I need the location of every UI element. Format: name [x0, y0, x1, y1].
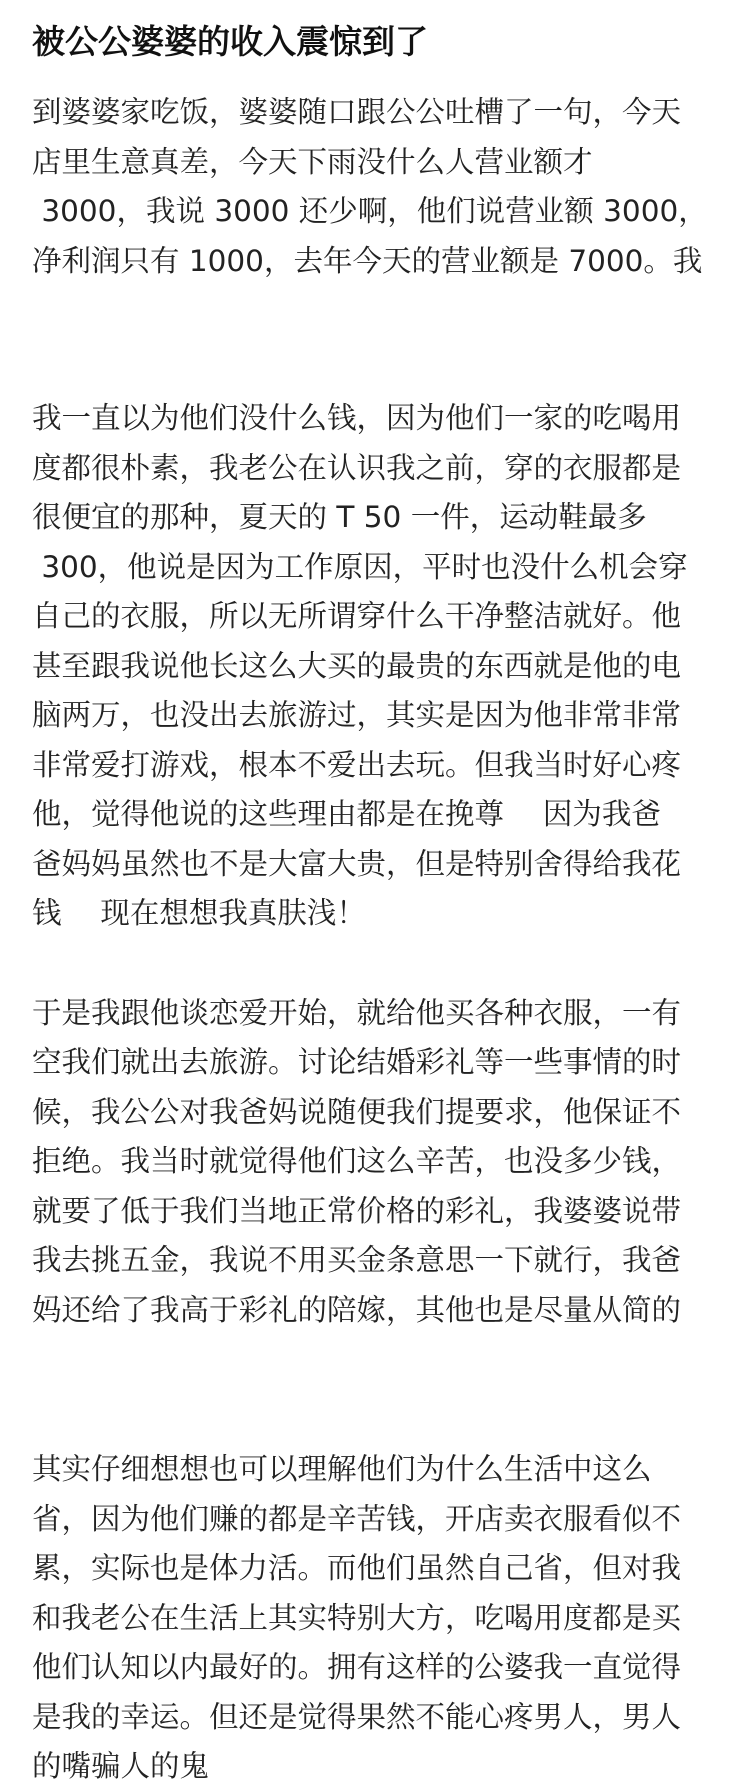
text-line: 他们认知以内最好的。拥有这样的公婆我一直觉得: [32, 1650, 682, 1684]
paragraph-1: [32, 88, 722, 286]
text-line: 钱 现在想想我真肤浅！: [32, 896, 366, 930]
text-line: 很便宜的那种，夏天的 T 50 一件，运动鞋最多: [32, 500, 647, 534]
text-line: 省，因为他们赚的都是辛苦钱，开店卖衣服看似不: [32, 1501, 682, 1536]
text-line: 我一直以为他们没什么钱，因为他们一家的吃喝用: [32, 401, 682, 435]
text-line: 和我老公在生活上其实特别大方，吃喝用度都是买: [32, 1600, 682, 1635]
text-line: 就要了低于我们当地正常价格的彩礼，我婆婆说带: [32, 1193, 682, 1228]
post-title: 被公公婆婆的收入震惊到了: [32, 22, 428, 61]
text-line: 我去挑五金，我说不用买金条意思一下就行，我爸: [32, 1243, 682, 1277]
text-line: 3000，我说 3000 还少啊，他们说营业额 3000，: [32, 194, 708, 228]
paragraph-4: [32, 1445, 722, 1792]
post-content: [32, 18, 722, 1792]
text-line: 的嘴骗人的鬼: [32, 1749, 210, 1783]
text-line: 店里生意真差，今天下雨没什么人营业额才: [32, 144, 593, 179]
text-line: 爸妈妈虽然也不是大富大贵，但是特别舍得给我花: [32, 846, 682, 881]
text-line: 他，觉得他说的这些理由都是在挽尊 因为我爸: [32, 797, 661, 831]
text-line: 到婆婆家吃饭，婆婆随口跟公公吐槽了一句，今天: [32, 95, 682, 129]
text-line: 自己的衣服，所以无所谓穿什么干净整洁就好。他: [32, 599, 682, 633]
text-line: 甚至跟我说他长这么大买的最贵的东西就是他的电: [32, 648, 682, 683]
text-line: 非常爱打游戏，根本不爱出去玩。但我当时好心疼: [32, 747, 682, 782]
text-line: 于是我跟他谈恋爱开始，就给他买各种衣服，一有: [32, 995, 682, 1030]
text-line: 脑两万，也没出去旅游过，其实是因为他非常非常: [32, 698, 682, 732]
text-line: 其实仔细想想也可以理解他们为什么生活中这么: [32, 1452, 652, 1486]
text-line: 拒绝。我当时就觉得他们这么辛苦，也没多少钱，: [32, 1144, 682, 1178]
text-line: 累，实际也是体力活。而他们虽然自己省，但对我: [32, 1551, 682, 1585]
text-line: 妈还给了我高于彩礼的陪嫁，其他也是尽量从简的: [32, 1292, 682, 1327]
text-line: 300，他说是因为工作原因，平时也没什么机会穿: [32, 549, 688, 584]
text-line: 净利润只有 1000，去年今天的营业额是 7000。我: [32, 243, 703, 278]
text-line: 是我的幸运。但还是觉得果然不能心疼男人，男人: [32, 1699, 682, 1734]
text-line: 候，我公公对我爸妈说随便我们提要求，他保证不: [32, 1094, 682, 1129]
paragraph-2: [32, 394, 722, 939]
text-line: 空我们就出去旅游。讨论结婚彩礼等一些事情的时: [32, 1045, 682, 1079]
paragraph-3: [32, 989, 722, 1336]
text-line: 度都很朴素，我老公在认识我之前，穿的衣服都是: [32, 450, 682, 485]
